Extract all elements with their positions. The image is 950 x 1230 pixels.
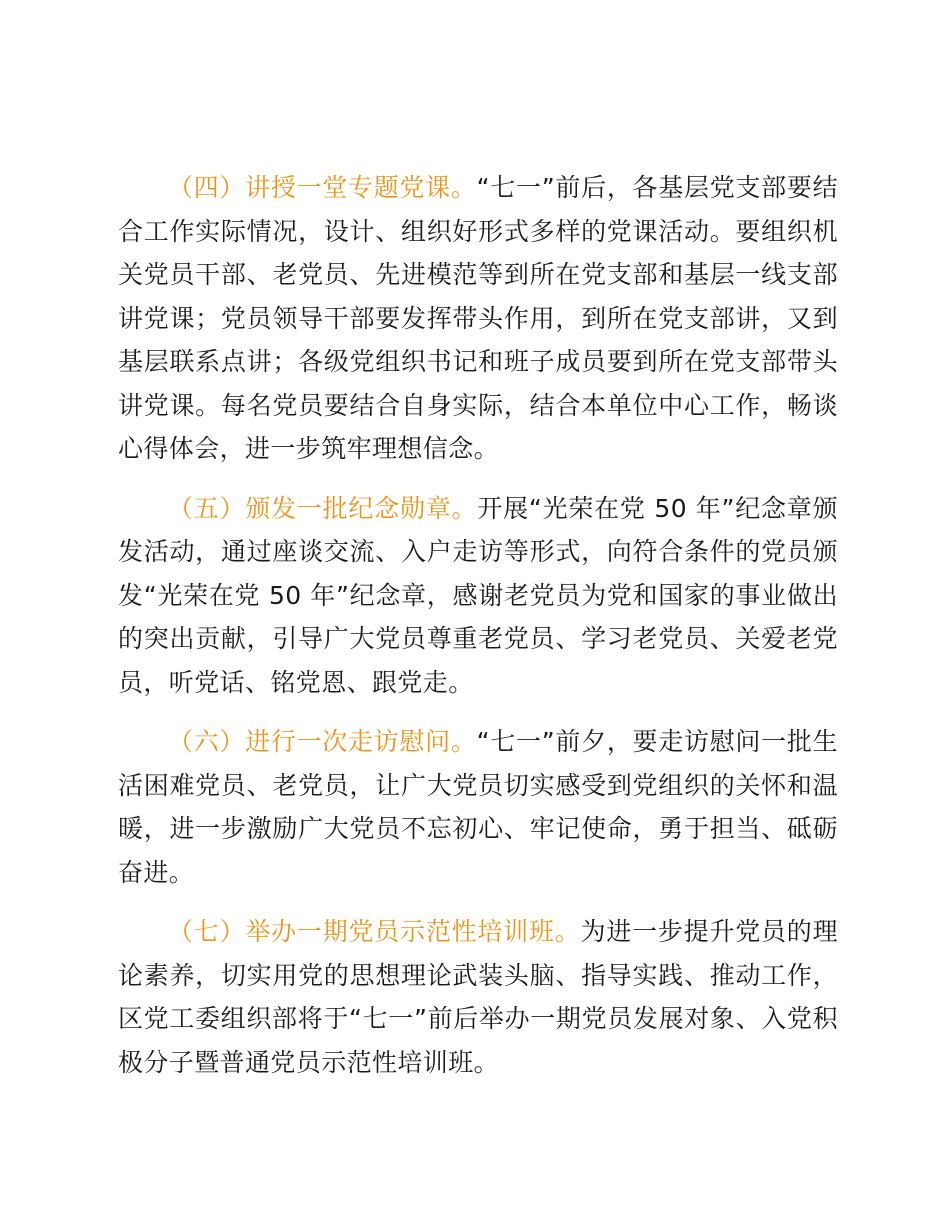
section-6-body: “七一”前夕，要走访慰问一批生活困难党员、老党员，让广大党员切实感受到党组织的关怀和温暖，进一步激励广大党员不忘初心、牢记使命，勇于担当、砥砺奋进。 (118, 727, 838, 887)
section-5-paragraph (118, 487, 838, 705)
section-4-paragraph (118, 166, 838, 471)
section-5-body: 开展“光荣在党 50 年”纪念章颁发活动，通过座谈交流、入户走访等形式，向符合条件的党员颁发“光荣在党 50 年”纪念章，感谢老党员为党和国家的事业做出的突出贡献，引导广大党员尊重老党员、学习老党员、关爱老党员，听党话、铭党恩、跟党走。 (118, 493, 838, 697)
section-7-heading: （七）举办一期党员示范性培训班。 (168, 917, 581, 946)
section-6-heading: （六）进行一次走访慰问。 (168, 727, 477, 756)
section-7-body: 为进一步提升党员的理论素养，切实用党的思想理论武装头脑、指导实践、推动工作，区党工委组织部将于“七一”前后举办一期党员发展对象、入党积极分子暨普通党员示范性培训班。 (118, 917, 838, 1077)
document-body (118, 166, 838, 1100)
section-5-heading: （五）颁发一批纪念勋章。 (168, 493, 478, 523)
section-6-paragraph (118, 720, 838, 894)
section-4-heading: （四）讲授一堂专题党课。 (168, 173, 477, 202)
section-7-paragraph (118, 910, 838, 1084)
section-4-body: “七一”前后，各基层党支部要结合工作实际情况，设计、组织好形式多样的党课活动。要组织机关党员干部、老党员、先进模范等到所在党支部和基层一线支部讲党课；党员领导干部要发挥带头作用，到所在党支部讲，又到基层联系点讲；各级党组织书记和班子成员要到所在党支部带头讲党课。每名党员要结合自身实际，结合本单位中心工作，畅谈心得体会，进一步筑牢理想信念。 (118, 173, 838, 463)
